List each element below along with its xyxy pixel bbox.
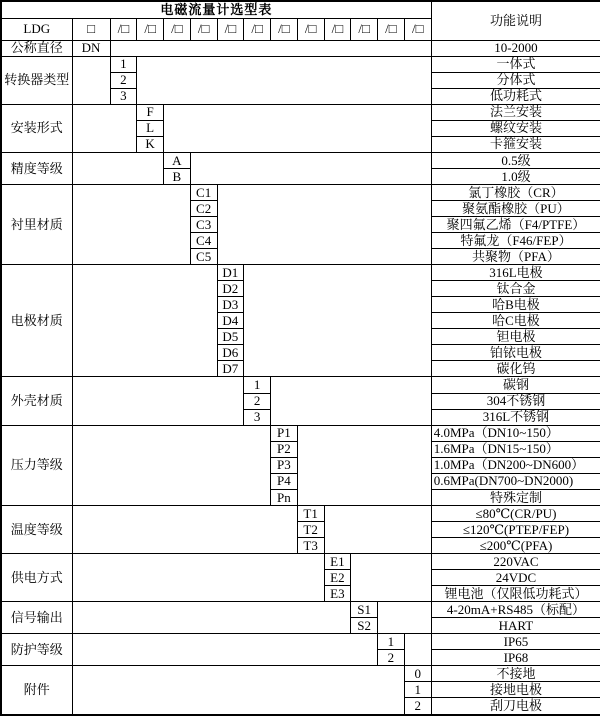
empty-span-cell [72,184,190,264]
function-cell: 1.0MPa（DN200~DN600） [431,457,600,473]
code-cell: 2 [378,650,405,666]
group-label: 转换器类型 [1,56,72,104]
table-row [1,184,600,200]
empty-span-cell [137,56,431,104]
code-cell: L [137,120,164,136]
function-cell: 24VDC [431,570,600,586]
code-cell: C2 [190,200,217,216]
function-cell: 共聚物（PFA） [431,249,600,265]
code-slot: /□ [378,18,405,40]
code-slot: /□ [164,18,191,40]
function-cell: 钽电极 [431,329,600,345]
empty-span-cell [217,184,431,264]
code-cell: E2 [324,570,351,586]
group-label: 附件 [1,666,72,715]
empty-span-cell [164,104,432,152]
function-cell: 10-2000 [431,40,600,56]
table-row [1,265,600,281]
code-cell: C5 [190,249,217,265]
empty-span-cell [324,505,431,553]
code-cell: Pn [271,489,298,505]
code-slot: /□ [271,18,298,40]
code-slot: /□ [324,18,351,40]
empty-span-cell [72,602,351,634]
code-cell: F [137,104,164,120]
table-row [1,40,600,56]
code-slot: /□ [351,18,378,40]
function-cell: 刮刀电极 [431,698,600,715]
function-cell: 220VAC [431,554,600,570]
group-label: 防护等级 [1,634,72,666]
code-slot: /□ [190,18,217,40]
table-row [1,425,600,441]
code-cell: D3 [217,297,244,313]
group-label: 电极材质 [1,265,72,377]
table-row [1,554,600,570]
title-row [1,1,600,18]
function-cell: 聚氨酯橡胶（PU） [431,200,600,216]
table-row [1,666,600,682]
function-cell: IP65 [431,634,600,650]
function-cell: IP68 [431,650,600,666]
empty-span-cell [351,554,431,602]
function-cell: 4.0MPa（DN10~150） [431,425,600,441]
code-cell: 0 [404,666,431,682]
function-cell: 304不锈钢 [431,393,600,409]
group-label: 精度等级 [1,152,72,184]
code-cell: 3 [110,88,137,104]
code-cell: D4 [217,313,244,329]
table-row [1,602,600,618]
empty-span-cell [72,554,324,602]
code-cell: P3 [271,457,298,473]
empty-span-cell [244,265,431,377]
function-cell: 接地电极 [431,682,600,698]
group-label: 安装形式 [1,104,72,152]
group-label: 信号输出 [1,602,72,634]
empty-span-cell [72,152,164,184]
function-cell: HART [431,618,600,634]
empty-span-cell [378,602,432,634]
model-prefix: LDG [1,18,72,40]
empty-span-cell [72,104,137,152]
function-cell: 锂电池（仅限低功耗式） [431,586,600,602]
function-cell: 铂铱电极 [431,345,600,361]
code-cell: P2 [271,441,298,457]
function-cell: 低功耗式 [431,88,600,104]
empty-span-cell [72,505,297,553]
function-cell: 1.6MPa（DN15~150） [431,441,600,457]
empty-span-cell [271,377,432,425]
function-cell: 氯丁橡胶（CR） [431,184,600,200]
code-cell: K [137,136,164,152]
table-row [1,104,600,120]
code-cell: A [164,152,191,168]
code-cell: D1 [217,265,244,281]
code-slot: /□ [404,18,431,40]
function-cell: 卡箍安装 [431,136,600,152]
empty-span-cell [72,377,244,425]
code-slot-first: □ [72,18,110,40]
group-label: 温度等级 [1,505,72,553]
code-cell: 1 [244,377,271,393]
function-cell: 特氟龙（F46/FEP） [431,233,600,249]
function-cell: 316L不锈钢 [431,409,600,425]
code-cell: P1 [271,425,298,441]
code-cell: C3 [190,217,217,233]
function-cell: 螺纹安装 [431,120,600,136]
table-row [1,56,600,72]
code-cell: T1 [297,505,324,521]
code-cell: 2 [110,72,137,88]
code-cell: 1 [404,682,431,698]
group-label: 公称直径 [1,40,72,56]
code-slot: /□ [217,18,244,40]
function-cell: 碳化钨 [431,361,600,377]
code-cell: T2 [297,521,324,537]
empty-span-cell [297,425,431,505]
function-cell: ≤120℃(PTEP/FEP) [431,521,600,537]
code-cell: 2 [404,698,431,715]
function-column-header: 功能说明 [431,1,600,40]
group-label: 衬里材质 [1,184,72,264]
function-cell: 特殊定制 [431,489,600,505]
code-cell: E3 [324,586,351,602]
code-cell: D2 [217,281,244,297]
function-cell: 一体式 [431,56,600,72]
function-cell: 不接地 [431,666,600,682]
function-cell: 4-20mA+RS485（标配） [431,602,600,618]
function-cell: 1.0级 [431,168,600,184]
function-cell: 0.5级 [431,152,600,168]
code-cell: S2 [351,618,378,634]
table-row [1,634,600,650]
code-slot: /□ [137,18,164,40]
group-label: 供电方式 [1,554,72,602]
code-cell: D6 [217,345,244,361]
function-cell: 分体式 [431,72,600,88]
function-cell: ≤200℃(PFA) [431,537,600,553]
empty-span-cell [72,634,378,666]
function-cell: 钛合金 [431,281,600,297]
empty-span-cell [72,425,271,505]
function-cell: 法兰安装 [431,104,600,120]
table-row [1,152,600,168]
code-cell: C4 [190,233,217,249]
code-cell: T3 [297,537,324,553]
function-cell: ≤80℃(CR/PU) [431,505,600,521]
empty-span-cell [72,265,217,377]
group-label: 压力等级 [1,425,72,505]
code-cell: 2 [244,393,271,409]
code-cell: DN [72,40,110,56]
table-row [1,377,600,393]
function-cell: 哈B电极 [431,297,600,313]
code-cell: C1 [190,184,217,200]
code-cell: D7 [217,361,244,377]
code-cell: 1 [110,56,137,72]
code-slot: /□ [244,18,271,40]
table-row [1,505,600,521]
empty-span-cell [72,56,110,104]
code-cell: 1 [378,634,405,650]
code-cell: P4 [271,473,298,489]
code-slot: /□ [297,18,324,40]
function-cell: 316L电极 [431,265,600,281]
function-cell: 0.6MPa(DN700~DN2000) [431,473,600,489]
empty-span-cell [190,152,431,184]
code-cell: 3 [244,409,271,425]
empty-span-cell [72,666,404,715]
function-cell: 哈C电极 [431,313,600,329]
code-cell: B [164,168,191,184]
empty-span-cell [404,634,431,666]
code-slot: /□ [110,18,137,40]
code-cell: D5 [217,329,244,345]
function-cell: 碳钢 [431,377,600,393]
empty-span-cell [110,40,431,56]
table-title: 电磁流量计选型表 [1,1,431,18]
code-cell: E1 [324,554,351,570]
function-cell: 聚四氟乙烯（F4/PTFE） [431,217,600,233]
code-cell: S1 [351,602,378,618]
group-label: 外壳材质 [1,377,72,425]
